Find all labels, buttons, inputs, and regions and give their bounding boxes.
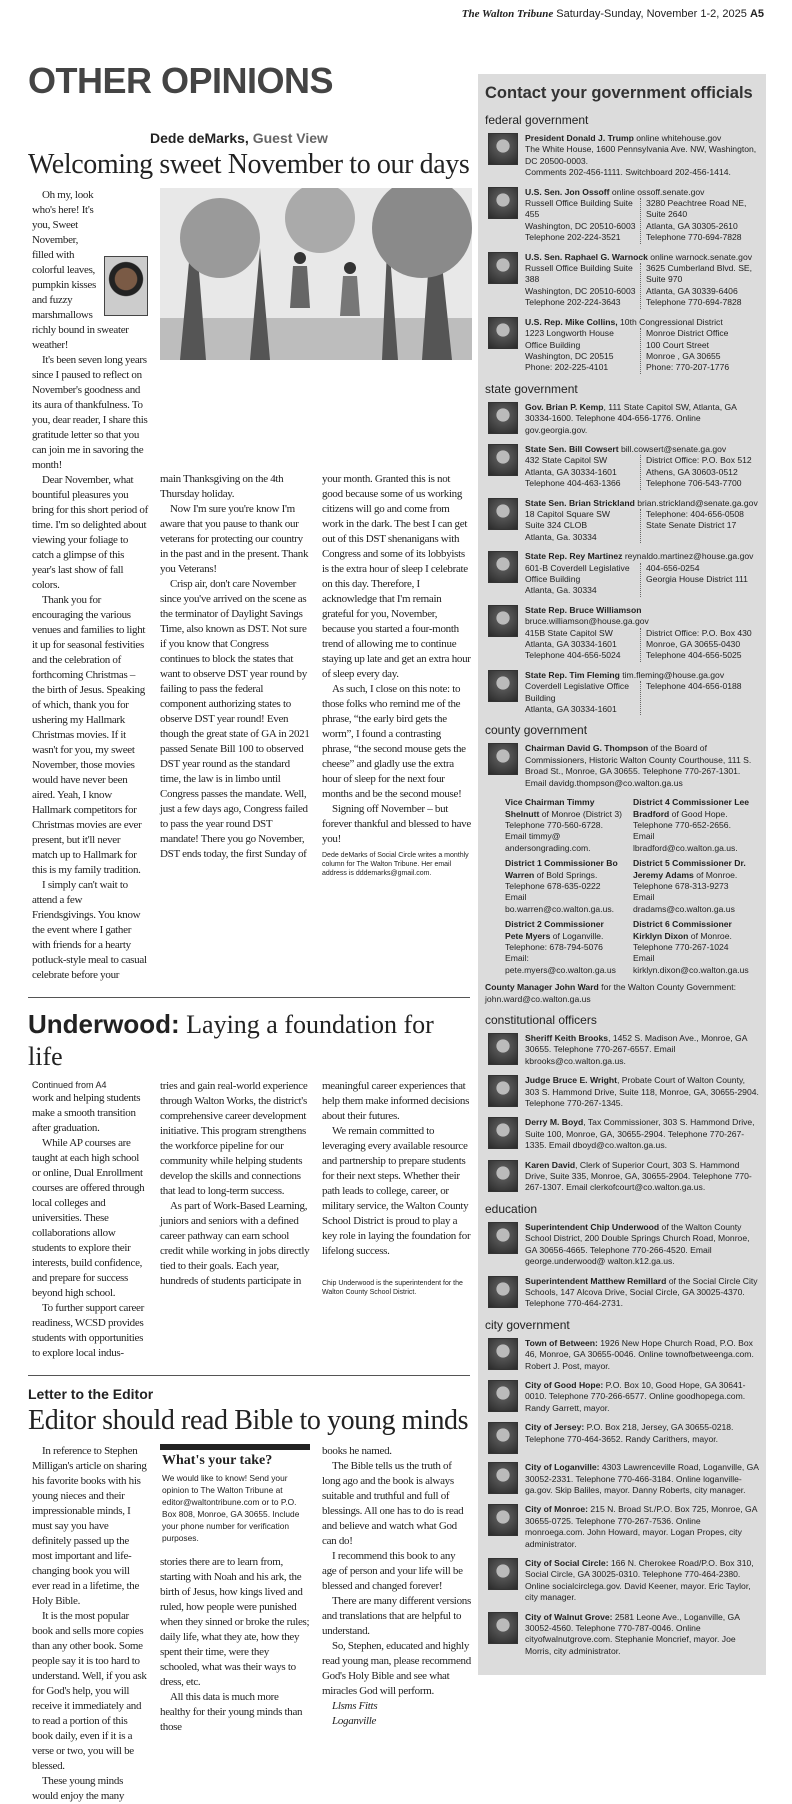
official-name: State Rep. Bruce Williamson bbox=[525, 604, 642, 615]
official-name: City of Monroe: bbox=[525, 1504, 589, 1515]
contact-left: 18 Capitol Square SW Suite 324 CLOB Atlanta, Ga. 30334 bbox=[525, 508, 611, 542]
official-entry bbox=[488, 605, 761, 662]
official-entry bbox=[488, 743, 761, 789]
official-entry bbox=[488, 1160, 761, 1194]
official-entry bbox=[488, 498, 761, 544]
official-info: brian.strickland@senate.ga.gov bbox=[634, 497, 758, 508]
contact-columns bbox=[525, 563, 761, 597]
official-entry bbox=[488, 133, 761, 179]
official-line bbox=[525, 1276, 761, 1310]
official-photo bbox=[488, 1338, 518, 1370]
official-photo bbox=[488, 317, 518, 349]
official-details bbox=[525, 1075, 761, 1109]
contact-columns bbox=[525, 681, 761, 715]
official-info: , Clerk of Superior Court, 303 S. Hammond Drive, Suite 335, Monroe, GA, 30655-2904. Telephone 770-267-1307. Email clerkofcourt@co.walton.ga.us. bbox=[525, 1159, 752, 1193]
contact-right: Monroe District Office 100 Court Street Monroe , GA 30655 Phone: 770-207-1776 bbox=[640, 328, 761, 374]
official-name: State Sen. Bill Cowsert bbox=[525, 443, 619, 454]
paragraph: Crisp air, don't care November since you've arrived on the scene as the terminator of Daylight Savings Time, also known as DST. Not sure if you know that Congress continues to block the states that want to observe DST year round by failing to pass the federal component authorizing states to observe DST year round! Even though the great state of GA in 2021 passed Senate Bill 100 to observed DST year round as the standard time, the law is in limbo until Congress passes the mandate. Well, just a few days ago, Congress failed to pass the year round DST mandate! There you go November, DST ends today, the first Sunday of bbox=[160, 577, 310, 860]
issue-date: Saturday-Sunday, November 1-2, 2025 bbox=[556, 8, 747, 20]
official-entry bbox=[488, 252, 761, 309]
official-details bbox=[525, 1380, 761, 1414]
author: Dede deMarks, bbox=[150, 130, 249, 146]
underwood-columns bbox=[28, 1079, 470, 1361]
official-entry bbox=[488, 402, 761, 436]
official-photo bbox=[488, 1033, 518, 1065]
paragraph: There are many different versions and translations that are helpful to understand. bbox=[322, 1595, 471, 1637]
section-title: OTHER OPINIONS bbox=[28, 60, 334, 101]
underwood-headline bbox=[28, 1008, 470, 1073]
official-line bbox=[525, 1338, 761, 1372]
official-entry bbox=[488, 670, 761, 716]
letter-kicker: Letter to the Editor bbox=[28, 1386, 154, 1402]
official-details bbox=[525, 1422, 761, 1454]
headline-kicker: Underwood: bbox=[28, 1009, 180, 1039]
official-name: Town of Between: bbox=[525, 1337, 598, 1348]
author-photo bbox=[104, 256, 148, 316]
commissioner-name: District 5 Commissioner Dr. Jeremy Adams bbox=[633, 858, 746, 880]
government-contacts-list bbox=[483, 113, 761, 1657]
official-line bbox=[525, 1033, 761, 1067]
article-column bbox=[32, 1079, 148, 1361]
commissioner-name: District 1 Commissioner Bo Warren bbox=[505, 858, 618, 880]
paragraph: I recommend this book to any age of person and your life will be blessed and changed forever! bbox=[322, 1550, 463, 1592]
county-manager bbox=[485, 982, 761, 1005]
official-entry bbox=[488, 1117, 761, 1151]
divider bbox=[28, 997, 470, 998]
official-name: Chairman David G. Thompson bbox=[525, 743, 649, 754]
commissioner-info: of Monroe. Telephone 770-267-1024 Email kirklyn.dixon@co.walton.ga.us bbox=[633, 930, 749, 975]
article-column bbox=[32, 1444, 148, 1804]
official-line bbox=[525, 551, 761, 562]
paragraph: These young minds would enjoy the many bbox=[32, 1775, 125, 1802]
official-info: , Tax Commissioner, 303 S. Hammond Drive, Suite 100, Monroe, GA, 30655-2904. Telephone 770-267-1335. Email dboyd@co.walton.ga.us. bbox=[525, 1117, 755, 1151]
contact-left: 601-B Coverdell Legislative Office Building Atlanta, Ga. 30334 bbox=[525, 562, 630, 596]
manager-name: County Manager John Ward bbox=[485, 982, 599, 993]
paragraph: tries and gain real-world experience through Walton Works, the district's comprehensive career development initiative. This program strengthens the workforce pipeline for our community while helping students develop the skills and connections that lead to long-term success. bbox=[160, 1080, 308, 1197]
contact-left: Coverdell Legislative Office Building Atlanta, GA 30334-1601 bbox=[525, 681, 629, 715]
official-entry bbox=[488, 1276, 761, 1310]
official-entry bbox=[488, 1075, 761, 1109]
official-line bbox=[525, 1612, 761, 1658]
paragraph: It is the most popular book and sells more copies than any other book. Some people say it is too hard to understand. Well, if you ask for God's help, you will receive it immediately and to read a portion of this book daily, even if it is a verse or two, you will be blessed. bbox=[32, 1610, 147, 1772]
official-entry bbox=[488, 1612, 761, 1658]
official-photo bbox=[488, 551, 518, 583]
paragraph: While AP courses are taught at each high school or online, Dual Enrollment courses are offered through local colleges and universities. These collaborations allow students to explore their interests, build confidence, and prepare for success beyond high school. bbox=[32, 1137, 145, 1299]
paragraph: To further support career readiness, WCSD provides students with opportunities to explore local indus- bbox=[32, 1302, 144, 1359]
paragraph: It's been seven long years since I paused to reflect on November's goodness and its aura of thankfulness. To you, dear reader, I share this gratitude letter so that you can join me in savoring the month! bbox=[32, 354, 148, 471]
paragraph: As part of Work-Based Learning, juniors and seniors with a defined career pathway can earn school credit while working in jobs directly tied to their goals. Each year, hundreds of students participate in bbox=[160, 1200, 310, 1287]
government-contacts-panel bbox=[478, 74, 766, 1675]
contact-left: 432 State Capitol SW Atlanta, GA 30334-1601 Telephone 404-463-1366 bbox=[525, 455, 621, 489]
contact-left: Russell Office Building Suite 388 Washington, DC 20510-6003 Telephone 202-224-3643 bbox=[525, 263, 636, 308]
official-details bbox=[525, 1504, 761, 1550]
official-name: U.S. Sen. Raphael G. Warnock bbox=[525, 251, 648, 262]
official-photo bbox=[488, 1462, 518, 1494]
official-line bbox=[525, 1117, 761, 1151]
paragraph: So, Stephen, educated and highly read young man, please recommend God's Holy Bible and see what miracles God will perform. bbox=[322, 1640, 471, 1697]
article-column bbox=[160, 1444, 310, 1804]
commissioner bbox=[633, 858, 751, 915]
official-photo bbox=[488, 1075, 518, 1107]
official-name: City of Jersey: bbox=[525, 1422, 585, 1433]
letter-columns bbox=[28, 1444, 470, 1804]
official-photo bbox=[488, 133, 518, 165]
contact-columns bbox=[525, 198, 761, 244]
official-photo bbox=[488, 1504, 518, 1536]
column-kind: Guest View bbox=[252, 130, 328, 146]
official-details bbox=[525, 551, 761, 597]
official-entry bbox=[488, 1338, 761, 1372]
official-line bbox=[525, 1380, 761, 1414]
contact-columns bbox=[525, 509, 761, 543]
official-info: 2581 Leone Ave., Loganville, GA 30052-4560. Telephone 770-787-0046. Online cityofwalnutgrove.com. Stephanie Moncrief, mayor. Joe Morris, city administrator. bbox=[525, 1611, 740, 1656]
official-line bbox=[525, 1504, 761, 1550]
official-info: reynaldo.martinez@house.ga.gov bbox=[622, 551, 754, 562]
official-details bbox=[525, 670, 761, 716]
section-heading: city government bbox=[485, 1317, 570, 1332]
paragraph: As such, I close on this note: to those folks who remind me of the phrase, “the early bird gets the worm”, I found a contrasting phrase, “the second mouse gets the cheese” and gladly use the extra hour of sleep for the next four months and be the second mouse! bbox=[322, 682, 466, 800]
contact-columns bbox=[525, 455, 761, 489]
official-line bbox=[525, 1075, 761, 1109]
official-entry bbox=[488, 1558, 761, 1604]
official-photo bbox=[488, 1558, 518, 1590]
official-name: Gov. Brian P. Kemp bbox=[525, 401, 604, 412]
paragraph: books he named. bbox=[322, 1445, 392, 1457]
commissioner-name: Vice Chairman Timmy Shelnutt bbox=[505, 797, 595, 819]
paragraph: Oh my, look who's here! It's you, Sweet November, filled with colorful leaves, pumpkin kisses and fuzzy marshmallows richly bound in sweater weather! bbox=[32, 189, 129, 351]
official-name: President Donald J. Trump bbox=[525, 133, 634, 143]
contact-columns bbox=[525, 628, 761, 662]
official-name: U.S. Sen. Jon Ossoff bbox=[525, 186, 610, 197]
official-info: bruce.williamson@house.ga.gov bbox=[525, 616, 649, 627]
official-line bbox=[525, 743, 761, 789]
official-info: , 111 State Capitol SW, Atlanta, GA 30334-1600. Telephone 404-656-1776. Online gov.georgia.gov. bbox=[525, 401, 737, 435]
section-heading: education bbox=[485, 1201, 538, 1216]
official-name: City of Good Hope: bbox=[525, 1379, 604, 1390]
official-photo bbox=[488, 743, 518, 775]
section-heading: constitutional officers bbox=[485, 1013, 597, 1027]
official-line bbox=[525, 444, 761, 455]
official-name: Superintendent Matthew Remillard bbox=[525, 1275, 667, 1286]
official-name: City of Walnut Grove: bbox=[525, 1611, 613, 1622]
commissioner bbox=[633, 797, 751, 854]
official-info: tim.fleming@house.ga.gov bbox=[619, 669, 725, 680]
official-entry bbox=[488, 1222, 761, 1268]
official-details bbox=[525, 1117, 761, 1151]
official-line bbox=[525, 498, 761, 509]
official-photo bbox=[488, 1222, 518, 1254]
commissioner-info: of Monroe. Telephone 678-313-9273 Email dradams@co.walton.ga.us bbox=[633, 869, 738, 914]
official-line bbox=[525, 1462, 761, 1496]
official-line bbox=[525, 317, 761, 328]
paragraph: Thank you for encouraging the various venues and families to light it up for seasonal festivities and the celebration of forthcoming Christmas – the birth of Jesus. Speaking of which, thank you for ushering my Hallmark Christmas movies. If it wasn't for you, my sweet November, those movies would have never been aired. Yeah, I know Hallmark competitors for Christmas movies are ever present, but it'll never match up to Hallmark for this is my family tradition. bbox=[32, 594, 146, 876]
commissioner bbox=[505, 919, 623, 976]
official-photo bbox=[488, 1160, 518, 1192]
contact-right: 3625 Cumberland Blvd. SE, Suite 970 Atlanta, GA 30339-6406 Telephone 770-694-7828 bbox=[640, 263, 761, 309]
article-column bbox=[322, 1079, 472, 1361]
official-details bbox=[525, 1276, 761, 1310]
official-entry bbox=[488, 444, 761, 490]
panel-title: Contact your government officials bbox=[485, 84, 753, 102]
official-info: 166 N. Cherokee Road/P.O. Box 310, Social Circle, GA 30025-0310. Telephone 770-464-2380. Online socialcirclega.gov. David Keener, mayor. Eric Taylor, city manager. bbox=[525, 1558, 754, 1603]
official-info: , Probate Court of Walton County, 303 S. Hammond Drive, Suite 118, Monroe, GA, 30655-2904. Telephone 770-267-1345. bbox=[525, 1075, 759, 1109]
paragraph: stories there are to learn from, starting with Noah and his ark, the birth of Jesus, how kings lived and ruled, how people were punished when they sinned or broke the rules; daily life, what they ate, how they spent their time, were they schooled, what was their ways to dress, etc. bbox=[160, 1556, 310, 1688]
commissioner-info: of Monroe (District 3) Telephone 770-560-6728. Email timmy@ andersongrading.com. bbox=[505, 808, 622, 853]
official-name: Superintendent Chip Underwood bbox=[525, 1221, 660, 1232]
article-column bbox=[322, 472, 472, 984]
official-details bbox=[525, 498, 761, 544]
letter-town: Loganville bbox=[332, 1715, 377, 1727]
commissioner-info: of Loganville. Telephone: 678-794-5076 Email: pete.myers@co.walton.ga.us bbox=[505, 930, 616, 975]
official-entry bbox=[488, 187, 761, 244]
official-entry bbox=[488, 317, 761, 374]
official-photo bbox=[488, 444, 518, 476]
paragraph: meaningful career experiences that help them make informed decisions about their futures. bbox=[322, 1080, 470, 1122]
article-headline: Welcoming sweet November to our days bbox=[28, 149, 470, 180]
contact-right: 404-656-0254 Georgia House District 111 bbox=[640, 563, 761, 597]
official-info: 215 N. Broad St./P.O. Box 725, Monroe, GA 30655-0725. Telephone 770-267-7536. Online monroega.com. John Howard, mayor. Logan Propes, city administrator. bbox=[525, 1504, 757, 1549]
contact-right: District Office: P.O. Box 512 Athens, GA 30603-0512 Telephone 706-543-7700 bbox=[640, 455, 761, 489]
section-heading: state government bbox=[485, 381, 578, 396]
official-name: State Rep. Rey Martinez bbox=[525, 551, 623, 562]
official-name: Sheriff Keith Brooks bbox=[525, 1033, 609, 1043]
official-entry bbox=[488, 1380, 761, 1414]
dede-columns bbox=[28, 188, 470, 983]
commissioners-grid bbox=[505, 797, 751, 976]
official-name: State Rep. Tim Fleming bbox=[525, 669, 620, 680]
contact-right: District Office: P.O. Box 430 Monroe, GA 30655-0430 Telephone 404-656-5025 bbox=[640, 628, 761, 662]
article-column bbox=[32, 188, 148, 983]
article-column bbox=[322, 1444, 472, 1804]
official-info: P.O. Box 10, Good Hope, GA 30641-0010. Telephone 770-266-6577. Online goodhopega.com. Randy Garrett, mayor. bbox=[525, 1379, 746, 1413]
official-name: State Sen. Brian Strickland bbox=[525, 497, 635, 508]
article-column bbox=[160, 472, 310, 984]
official-name: Judge Bruce E. Wright bbox=[525, 1075, 617, 1086]
contact-columns bbox=[525, 328, 761, 374]
official-info: 1926 New Hope Church Road, P.O. Box 46, Monroe, GA 30655-0046. Online townofbetweenga.com. Robert J. Post, mayor. bbox=[525, 1337, 754, 1371]
contact-left: Russell Office Building Suite 455 Washington, DC 20510-6003 Telephone 202-224-3521 bbox=[525, 198, 636, 243]
official-details bbox=[525, 1558, 761, 1604]
official-details bbox=[525, 743, 761, 789]
official-info: of the Board of Commissioners, Historic Walton County Courthouse, 111 S. Broad St., Monroe, GA 30655. Telephone 770-267-1301. Email davidg.thompson@co.walton.ga.us bbox=[525, 743, 752, 788]
author-tagline: Chip Underwood is the superintendent for the Walton County School District. bbox=[322, 1280, 463, 1296]
letter-signature: Llsms Fitts bbox=[332, 1700, 378, 1712]
official-line bbox=[525, 1160, 761, 1194]
contact-left: 1223 Longworth House Office Building Washington, DC 20515 Phone: 202-225-4101 bbox=[525, 328, 614, 373]
official-line bbox=[525, 252, 761, 263]
commissioner-name: District 2 Commissioner Pete Myers bbox=[505, 919, 604, 941]
official-photo bbox=[488, 670, 518, 702]
official-details bbox=[525, 1612, 761, 1658]
official-info: of the Social Circle City Schools, 147 Alcova Drive, Social Circle, GA 30025-4370. Telephone 770-464-2731. bbox=[525, 1275, 758, 1309]
author-tagline: Dede deMarks of Social Circle writes a monthly column for The Walton Tribune. Her email address is dddemarks@gmail.com. bbox=[322, 851, 469, 877]
commissioner bbox=[505, 797, 623, 854]
paragraph: In reference to Stephen Milligan's article on sharing his favorite books with his young nieces and their impressionable minds, I must say you have definitely passed up the most important and life-changing book you will ever read in a lifetime, the Holy Bible. bbox=[32, 1445, 147, 1607]
box-title: What's your take? bbox=[162, 1453, 273, 1468]
official-photo bbox=[488, 402, 518, 434]
letter-headline: Editor should read Bible to young minds bbox=[28, 1405, 469, 1436]
paragraph: main Thanksgiving on the 4th Thursday holiday. bbox=[160, 472, 284, 500]
official-details bbox=[525, 1222, 761, 1268]
paragraph: We remain committed to leveraging every available resource and partnership to prepare students for their next steps. Whether their path leads to college, career, or military service, the Walton County School District is proud to play a key role in laying the foundation for lifelong success. bbox=[322, 1125, 471, 1257]
official-details bbox=[525, 1462, 761, 1496]
official-details bbox=[525, 1033, 761, 1067]
official-details bbox=[525, 252, 761, 309]
official-line bbox=[525, 133, 761, 144]
contact-right: 3280 Peachtree Road NE, Suite 2640 Atlanta, GA 30305-2610 Telephone 770-694-7828 bbox=[640, 198, 761, 244]
paragraph: The Bible tells us the truth of long ago and the book is always suitable and truthful and full of blessings. All one has to do is read and believe and watch what God can do! bbox=[322, 1460, 464, 1547]
official-info: of the Walton County School District, 200 Double Springs Church Road, Monroe, GA 30656-4665. Telephone 770-266-4520. Email george.underwood@ walton.k12.ga.us. bbox=[525, 1221, 750, 1267]
official-photo bbox=[488, 252, 518, 284]
commissioner-name: District 6 Commissioner Kirklyn Dixon bbox=[633, 919, 732, 941]
opinion-articles bbox=[28, 130, 470, 1804]
official-photo bbox=[488, 1612, 518, 1644]
official-details bbox=[525, 444, 761, 490]
official-info: 10th Congressional District bbox=[617, 316, 723, 327]
official-line bbox=[525, 605, 761, 628]
paragraph: Now I'm sure you're know I'm aware that you pause to thank our veterans for protecting our country in the past and in the present. Thank you Veterans! bbox=[160, 502, 309, 575]
official-name: U.S. Rep. Mike Collins, bbox=[525, 316, 618, 327]
official-info: , 1452 S. Madison Ave., Monroe, GA 30655. Telephone 770-267-6557. Email kbrooks@co.walton.ga.us. bbox=[525, 1033, 747, 1066]
official-name: Karen David bbox=[525, 1159, 576, 1170]
official-photo bbox=[488, 1422, 518, 1454]
official-info: online warnock.senate.gov bbox=[647, 251, 753, 262]
commissioner-name: District 4 Commissioner Lee Bradford bbox=[633, 797, 750, 819]
official-details bbox=[525, 187, 761, 244]
official-photo bbox=[488, 1117, 518, 1149]
official-info: online whitehouse.gov bbox=[633, 133, 722, 143]
official-info: online ossoff.senate.gov bbox=[609, 186, 705, 197]
paragraph: work and helping students make a smooth transition after graduation. bbox=[32, 1092, 141, 1134]
official-photo bbox=[488, 1380, 518, 1412]
whats-your-take-box bbox=[160, 1444, 310, 1547]
commissioner-info: of Bold Springs. Telephone 678-635-0222 Email bo.warren@co.walton.ga.us. bbox=[505, 869, 615, 914]
contact-columns bbox=[525, 144, 761, 178]
official-details bbox=[525, 605, 761, 662]
official-entry bbox=[488, 1422, 761, 1454]
contact-left: The White House, 1600 Pennsylvania Ave. NW, Washington, DC 20500-0003. Comments 202-456-1111. Switchboard 202-456-1414. bbox=[525, 144, 757, 178]
official-entry bbox=[488, 1033, 761, 1067]
official-details bbox=[525, 1338, 761, 1372]
contact-columns bbox=[525, 263, 761, 309]
official-photo bbox=[488, 498, 518, 530]
paragraph: All this data is much more healthy for their young minds than those bbox=[160, 1691, 303, 1733]
contact-right: Telephone 404-656-0188 bbox=[640, 681, 761, 715]
page-number: A5 bbox=[749, 8, 764, 20]
november-illustration bbox=[160, 188, 472, 360]
official-line bbox=[525, 670, 761, 681]
official-photo bbox=[488, 605, 518, 637]
official-info: P.O. Box 218, Jersey, GA 30655-0218. Telephone 770-464-3652. Randy Carithers, mayor. bbox=[525, 1422, 734, 1444]
contact-left: 415B State Capitol SW Atlanta, GA 30334-1601 Telephone 404-656-5024 bbox=[525, 627, 621, 661]
official-line bbox=[525, 1558, 761, 1604]
commissioner bbox=[505, 858, 623, 915]
manager-info: for the Walton County Government: john.ward@co.walton.ga.us bbox=[485, 982, 737, 1004]
official-line bbox=[525, 187, 761, 198]
headline-text: Laying a foundation for life bbox=[28, 1010, 434, 1071]
official-photo bbox=[488, 1276, 518, 1308]
commissioner bbox=[633, 919, 751, 976]
official-line bbox=[525, 1422, 761, 1445]
section-heading: county government bbox=[485, 723, 588, 738]
masthead bbox=[462, 8, 764, 20]
commissioner-info: of Good Hope. Telephone 770-652-2656. Email lbradford@co.walton.ga.us. bbox=[633, 808, 738, 853]
paragraph: your month. Granted this is not good because some of us working citizens will go and come from work in the dark. The best I can get out of this DST shenanigans with Congress and some of its lobbyists is the extra hour of sleep I celebrate on this day. Therefore, I acknowledge that I'm remain grateful for you, November, because you started a four-month trend of allowing me to continue staying up late and get an extra hour of sleep every day. bbox=[322, 472, 471, 680]
box-text: We would like to know! Send your opinion to The Walton Tribune at editor@waltontribune.com or to P.O. Box 808, Monroe, GA 30655. Include your phone number for verification purposes. bbox=[162, 1473, 300, 1543]
section-heading: federal government bbox=[485, 113, 589, 127]
official-name: City of Social Circle: bbox=[525, 1558, 609, 1568]
official-info: 4303 Lawrenceville Road, Loganville, GA 30052-2331. Telephone 770-466-3184. Online loganville-ga.gov. Skip Baliles, mayor. Danny Roberts, city manager. bbox=[525, 1462, 759, 1495]
official-details bbox=[525, 133, 761, 179]
article-column bbox=[160, 1079, 310, 1361]
byline bbox=[150, 130, 470, 146]
contact-right: Telephone: 404-656-0508 State Senate District 17 bbox=[640, 509, 761, 543]
continued-from: Continued from A4 bbox=[32, 1080, 107, 1090]
official-details bbox=[525, 402, 761, 436]
divider bbox=[28, 1375, 470, 1376]
official-line bbox=[525, 402, 761, 436]
paragraph: Dear November, what bountiful pleasures you bring for this short period of time. I'm so delighted about viewing your foliage to catch a glimpse of this year's last show of fall colors. bbox=[32, 474, 148, 591]
paper-name: The Walton Tribune bbox=[461, 8, 554, 20]
official-entry bbox=[488, 1462, 761, 1496]
official-line bbox=[525, 1222, 761, 1268]
official-details bbox=[525, 317, 761, 374]
official-entry bbox=[488, 551, 761, 597]
official-info: bill.cowsert@senate.ga.gov bbox=[618, 443, 727, 454]
official-name: Derry M. Boyd bbox=[525, 1117, 584, 1128]
official-details bbox=[525, 1160, 761, 1194]
official-name: City of Loganville: bbox=[525, 1462, 600, 1473]
paragraph: I simply can't wait to attend a few Friendsgivings. You know the event where I gather with friends for a hearty potluck-style meal to casual celebrate before your bbox=[32, 879, 147, 981]
official-photo bbox=[488, 187, 518, 219]
paragraph: Signing off November – but forever thankful and blessed to have you! bbox=[322, 802, 471, 845]
official-entry bbox=[488, 1504, 761, 1550]
